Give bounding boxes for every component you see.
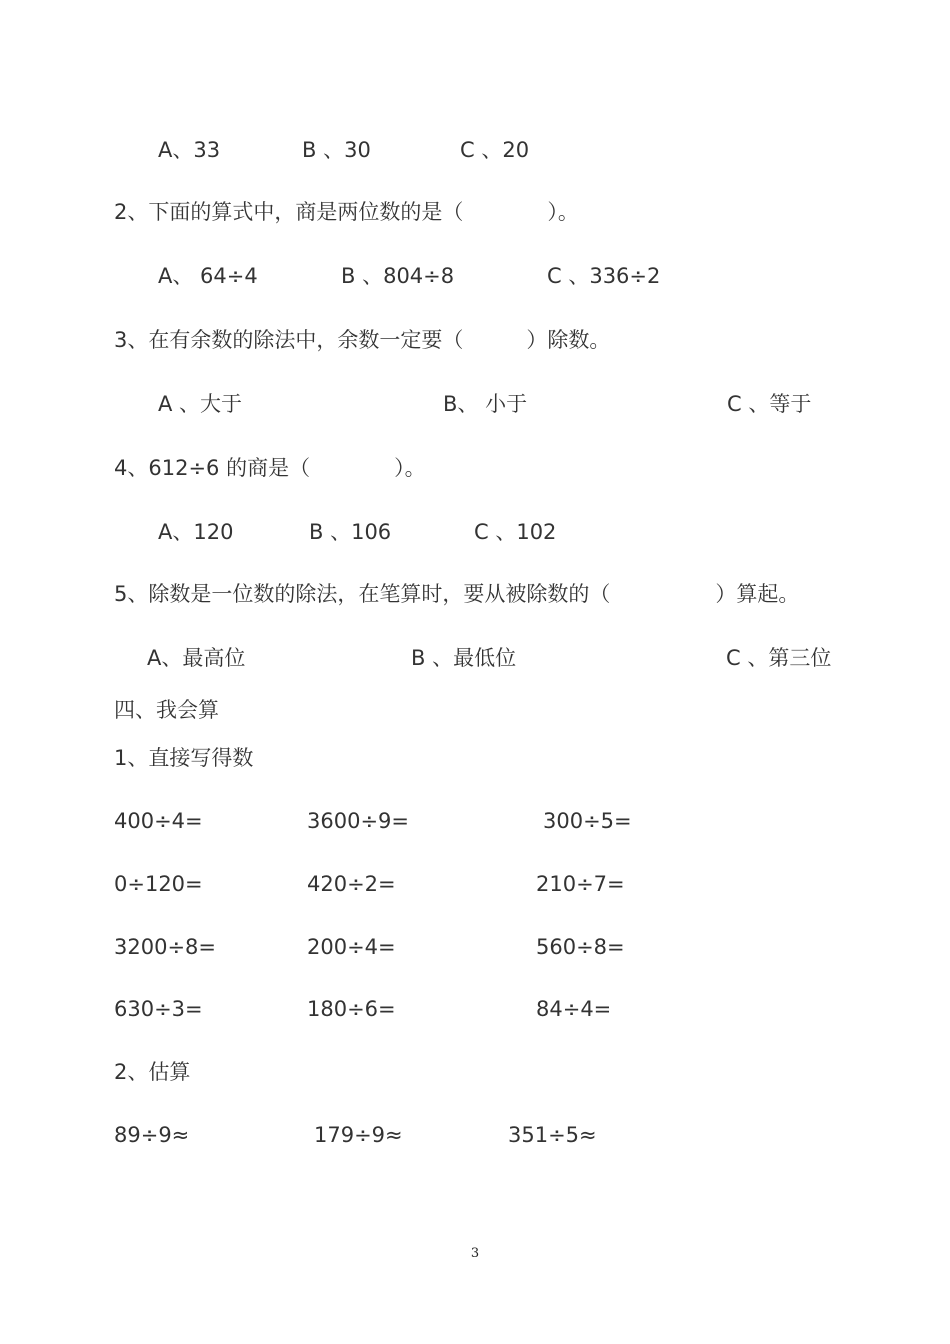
page-number: 3 [470,1246,480,1261]
q4-option-a: A、120 [158,520,234,544]
calc-item: 630÷3= [114,997,203,1021]
q3-option-b: B、 小于 [443,392,528,416]
part2-title: 2、估算 [114,1060,191,1084]
part1-title: 1、直接写得数 [114,746,254,770]
calc-item: 300÷5= [543,809,632,833]
q5-option-c: C 、第三位 [726,646,832,670]
calc-item: 210÷7= [536,872,625,896]
q2-option-c: C 、336÷2 [547,264,661,288]
q3-option-a: A 、大于 [158,392,243,416]
q4-text: 4、612÷6 的商是（ ）。 [114,456,426,480]
q1-option-c: C 、20 [460,138,530,162]
calc-item: 200÷4= [307,935,396,959]
q1-option-b: B 、30 [302,138,371,162]
section-title: 四、我会算 [114,698,219,722]
q1-option-a: A、33 [158,138,221,162]
q5-text: 5、除数是一位数的除法，在笔算时，要从被除数的（ ）算起。 [114,582,800,606]
q2-option-b: B 、804÷8 [341,264,455,288]
q5-option-b: B 、最低位 [411,646,517,670]
calc-item: 84÷4= [536,997,612,1021]
q2-option-a: A、 64÷4 [158,264,258,288]
calc-item: 420÷2= [307,872,396,896]
q4-option-b: B 、106 [309,520,392,544]
q4-option-c: C 、102 [474,520,557,544]
q3-option-c: C 、等于 [727,392,812,416]
calc-item: 560÷8= [536,935,625,959]
calc-item: 3600÷9= [307,809,409,833]
q3-text: 3、在有余数的除法中，余数一定要（ ）除数。 [114,328,611,352]
calc-item: 3200÷8= [114,935,216,959]
estimate-item: 89÷9≈ [114,1123,190,1147]
q2-text: 2、下面的算式中，商是两位数的是（ ）。 [114,200,579,224]
q5-option-a: A、最高位 [147,646,246,670]
calc-item: 400÷4= [114,809,203,833]
calc-item: 0÷120= [114,872,203,896]
estimate-item: 179÷9≈ [314,1123,403,1147]
calc-item: 180÷6= [307,997,396,1021]
estimate-item: 351÷5≈ [508,1123,597,1147]
